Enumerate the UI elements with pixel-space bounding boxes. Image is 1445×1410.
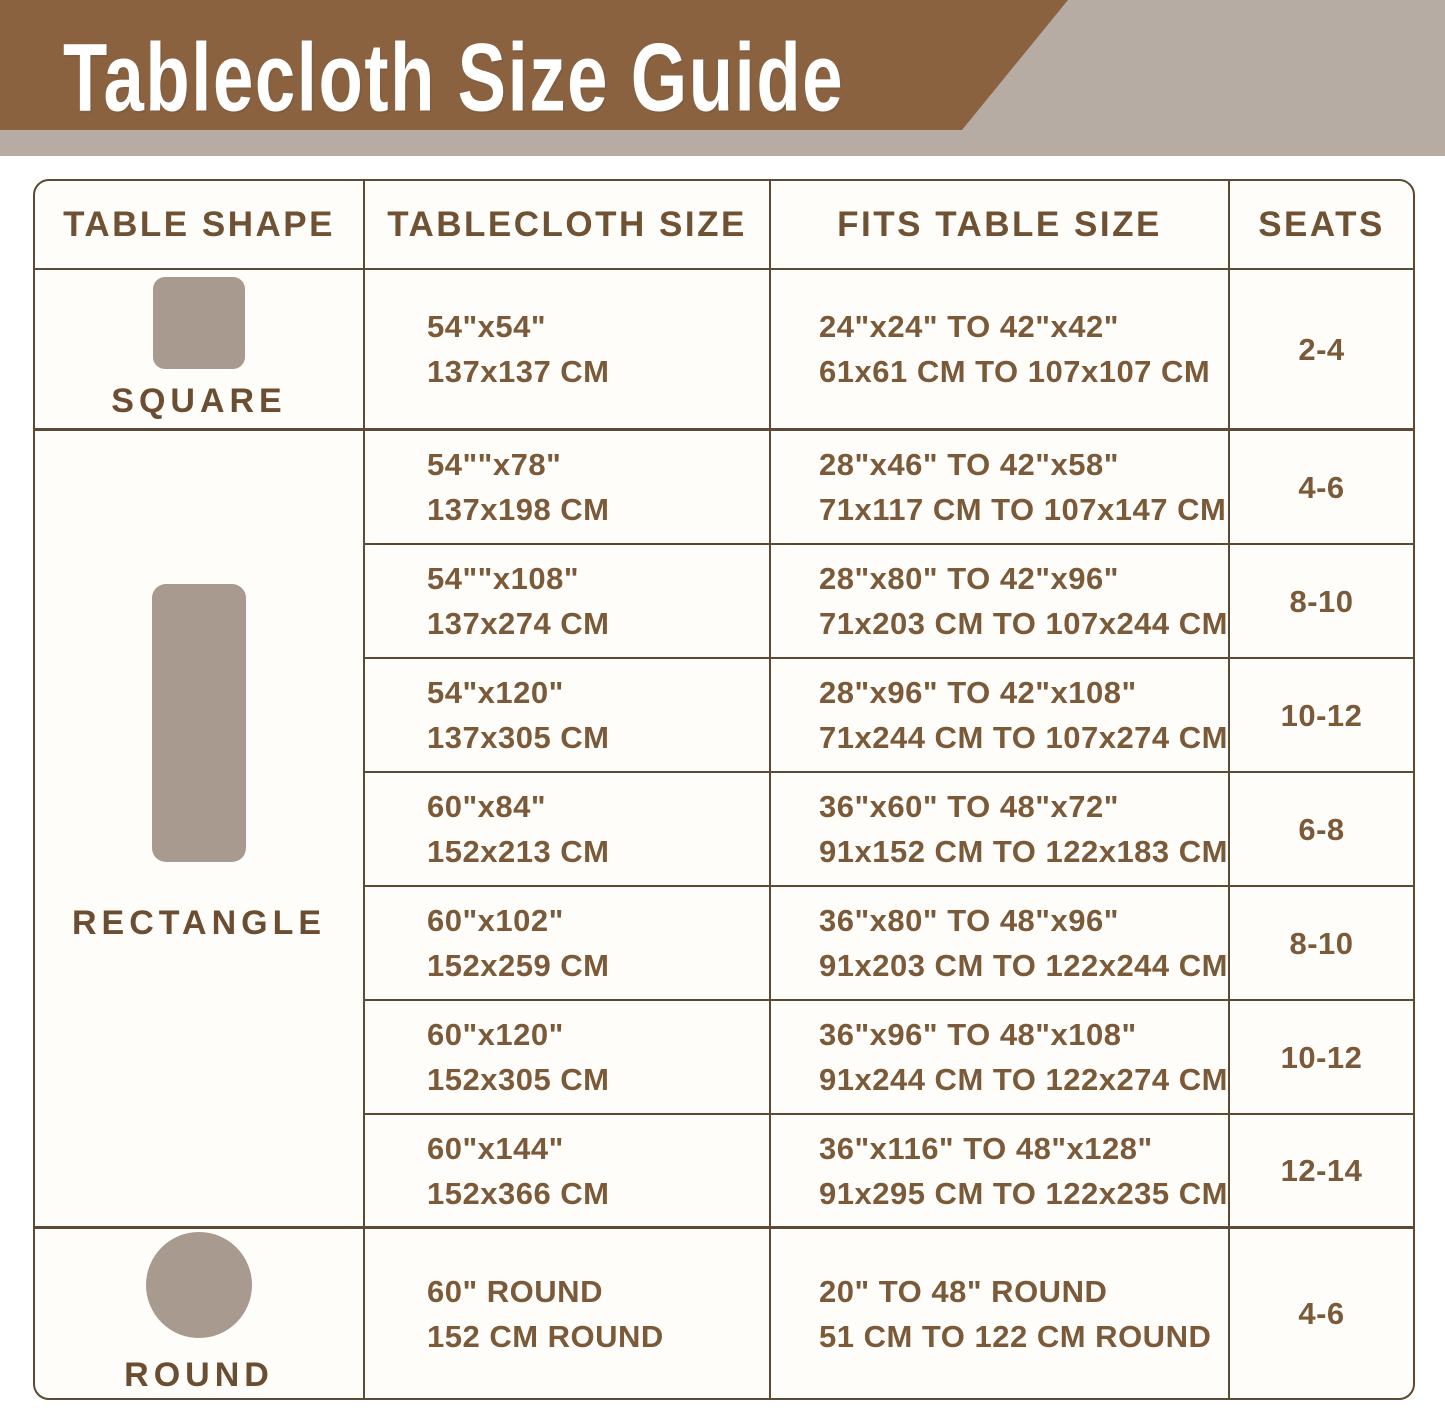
size-line: 152x259 CM — [427, 948, 610, 983]
seats-value: 2-4 — [1298, 331, 1345, 367]
tablecloth-size-cell — [365, 1001, 771, 1115]
rectangle-shape-icon — [152, 584, 246, 862]
fits-line: 24"x24" TO 42"x42" — [819, 309, 1119, 344]
fits-line: 20" TO 48" ROUND — [819, 1273, 1108, 1309]
size-line: 54"x54" — [427, 309, 547, 344]
fits-line: 28"x96" TO 42"x108" — [819, 675, 1137, 710]
header-band — [0, 0, 1445, 156]
size-line: 54"x120" — [427, 675, 564, 710]
fits-table-size-cell — [771, 659, 1230, 773]
seats-cell — [1230, 659, 1413, 773]
tablecloth-size-cell — [365, 1115, 771, 1229]
tablecloth-size-cell — [365, 270, 771, 431]
header-cell-tablecloth-size — [365, 181, 771, 270]
size-line: 137x274 CM — [427, 606, 610, 641]
size-guide-table — [33, 179, 1415, 1400]
fits-line: 71x244 CM TO 107x274 CM — [819, 720, 1228, 755]
square-shape-icon — [153, 277, 245, 369]
column-header: TABLECLOTH SIZE — [387, 204, 747, 244]
fits-table-size-cell — [771, 1115, 1230, 1229]
column-header: TABLE SHAPE — [63, 204, 335, 244]
fits-line: 36"x96" TO 48"x108" — [819, 1017, 1137, 1052]
seats-value: 8-10 — [1289, 583, 1354, 619]
seats-value: 10-12 — [1280, 1039, 1363, 1075]
size-line: 137x305 CM — [427, 720, 610, 755]
size-line: 54""x78" — [427, 447, 562, 482]
tablecloth-size-cell — [365, 887, 771, 1001]
fits-line: 36"x80" TO 48"x96" — [819, 903, 1119, 938]
column-header: FITS TABLE SIZE — [837, 204, 1162, 244]
fits-line: 36"x60" TO 48"x72" — [819, 789, 1119, 824]
fits-line: 91x295 CM TO 122x235 CM — [819, 1175, 1228, 1211]
size-line: 60"x120" — [427, 1017, 564, 1052]
header-cell-fits-table-size — [771, 181, 1230, 270]
seats-cell — [1230, 773, 1413, 887]
fits-line: 91x152 CM TO 122x183 CM — [819, 834, 1228, 869]
seats-cell — [1230, 1115, 1413, 1229]
seats-value: 8-10 — [1289, 925, 1354, 961]
shape-label-round: ROUND — [124, 1356, 274, 1394]
tablecloth-size-cell — [365, 773, 771, 887]
size-line: 60"x102" — [427, 903, 564, 938]
seats-cell — [1230, 270, 1413, 431]
shape-cell-square — [35, 270, 365, 431]
size-line: 152x366 CM — [427, 1175, 610, 1211]
fits-line: 91x203 CM TO 122x244 CM — [819, 948, 1228, 983]
tablecloth-size-cell — [365, 431, 771, 545]
size-line: 60"x84" — [427, 789, 547, 824]
seats-value: 4-6 — [1298, 1296, 1345, 1331]
fits-table-size-cell — [771, 1229, 1230, 1398]
size-line: 152x213 CM — [427, 834, 610, 869]
fits-table-size-cell — [771, 545, 1230, 659]
size-line: 60"x144" — [427, 1130, 564, 1166]
seats-value: 4-6 — [1298, 469, 1345, 505]
seats-value: 12-14 — [1280, 1153, 1363, 1188]
seats-value: 6-8 — [1298, 811, 1345, 847]
tablecloth-size-cell — [365, 1229, 771, 1398]
page-title: Tablecloth Size Guide — [63, 23, 845, 132]
header-cell-table-shape — [35, 181, 365, 270]
size-line: 152x305 CM — [427, 1062, 610, 1097]
fits-line: 61x61 CM TO 107x107 CM — [819, 354, 1211, 389]
fits-line: 71x203 CM TO 107x244 CM — [819, 606, 1228, 641]
seats-cell — [1230, 1229, 1413, 1398]
fits-line: 28"x80" TO 42"x96" — [819, 561, 1119, 596]
fits-table-size-cell — [771, 270, 1230, 431]
size-line: 137x137 CM — [427, 354, 610, 389]
fits-table-size-cell — [771, 1001, 1230, 1115]
tablecloth-size-cell — [365, 659, 771, 773]
fits-line: 51 CM TO 122 CM ROUND — [819, 1318, 1212, 1354]
fits-table-size-cell — [771, 773, 1230, 887]
seats-cell — [1230, 545, 1413, 659]
tablecloth-size-cell — [365, 545, 771, 659]
size-line: 152 CM ROUND — [427, 1318, 664, 1354]
shape-cell-round — [35, 1229, 365, 1398]
fits-table-size-cell — [771, 887, 1230, 1001]
fits-line: 36"x116" TO 48"x128" — [819, 1130, 1153, 1166]
circle-shape-icon — [146, 1232, 252, 1338]
seats-cell — [1230, 1001, 1413, 1115]
fits-line: 91x244 CM TO 122x274 CM — [819, 1062, 1228, 1097]
shape-label-rectangle: RECTANGLE — [71, 904, 327, 942]
seats-value: 10-12 — [1280, 697, 1363, 733]
size-line: 60" ROUND — [427, 1273, 603, 1309]
size-line: 54""x108" — [427, 561, 580, 596]
seats-cell — [1230, 887, 1413, 1001]
seats-cell — [1230, 431, 1413, 545]
size-line: 137x198 CM — [427, 492, 610, 527]
shape-label-square: SQUARE — [111, 382, 287, 420]
fits-line: 28"x46" TO 42"x58" — [819, 447, 1119, 482]
fits-line: 71x117 CM TO 107x147 CM — [819, 492, 1227, 527]
column-header: SEATS — [1258, 204, 1385, 244]
header-cell-seats — [1230, 181, 1413, 270]
fits-table-size-cell — [771, 431, 1230, 545]
shape-cell-rectangle — [35, 431, 365, 1229]
